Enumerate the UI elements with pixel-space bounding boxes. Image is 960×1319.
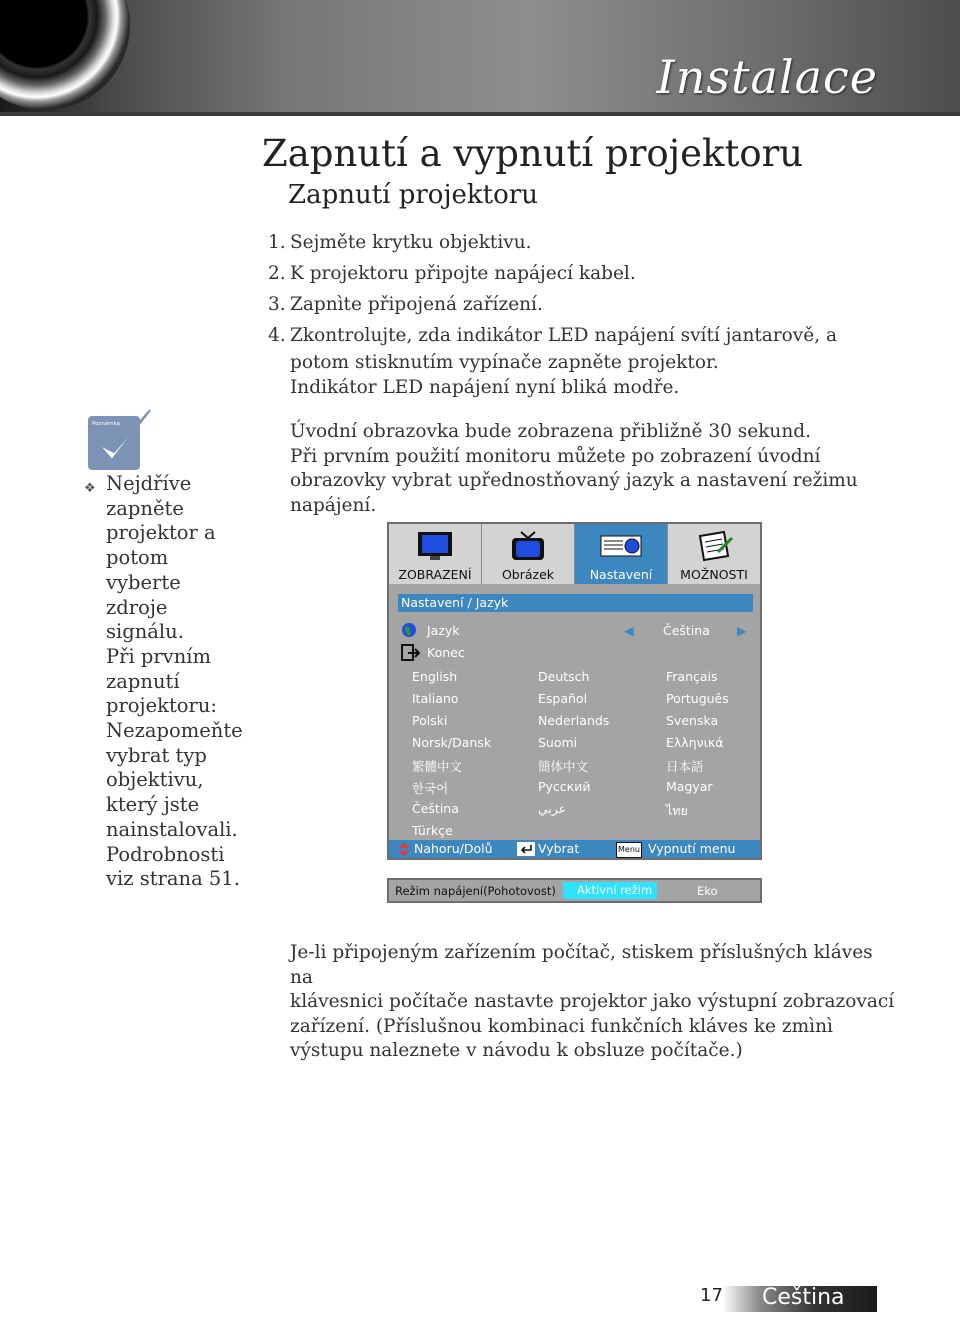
- osd-tabs: [389, 524, 760, 584]
- language-option[interactable]: عربي: [538, 801, 567, 816]
- language-option[interactable]: Español: [538, 691, 588, 706]
- tab-options[interactable]: MOŽNOSTI: [668, 524, 760, 584]
- exit-icon: [401, 644, 421, 665]
- page-subtitle: Zapnutí projektoru: [288, 180, 538, 210]
- projector-icon: [599, 530, 643, 562]
- language-option[interactable]: Français: [666, 669, 718, 684]
- intro-paragraph: Úvodní obrazovka bude zobrazena přibližně 30 sekund. Při prvním použití monitoru můžete po zobrazení úvodní obrazovky vybrat upřednostňovaný jazyk a nastavení režimu napájení.: [290, 421, 858, 516]
- language-option[interactable]: ไทย: [666, 803, 688, 818]
- osd-heading: Nastavení / Jazyk: [398, 594, 753, 612]
- note-icon-label: Poznámka: [92, 421, 121, 427]
- enter-key-icon: [517, 842, 535, 861]
- power-mode-label: Režim napájení(Pohotovost): [395, 884, 556, 898]
- list-item: [268, 227, 837, 258]
- tab-image[interactable]: Obrázek: [482, 524, 575, 584]
- language-option[interactable]: 簡体中文: [538, 759, 589, 774]
- language-option[interactable]: Svenska: [666, 713, 719, 728]
- footer-nav-hint: Nahoru/Dolů: [414, 841, 493, 856]
- menu-item-language[interactable]: Jazyk: [427, 623, 460, 638]
- footer-exit-hint: Vypnutí menu: [648, 841, 736, 856]
- menu-key-icon: Menu: [616, 842, 642, 858]
- language-option[interactable]: Polski: [412, 713, 448, 728]
- tv-icon: [509, 530, 547, 562]
- language-option[interactable]: Norsk/Dansk: [412, 735, 492, 750]
- language-option[interactable]: Magyar: [666, 779, 713, 794]
- banner-stripe: [0, 112, 960, 116]
- step-number: 4.: [268, 325, 286, 346]
- page-title: Zapnutí a vypnutí projektoru: [262, 132, 804, 175]
- language-option[interactable]: 繁體中文: [412, 759, 463, 774]
- power-mode-bar: [387, 878, 762, 903]
- lens-graphic: [0, 0, 130, 110]
- page-number: 17: [700, 1285, 723, 1306]
- osd-footer: [389, 840, 760, 858]
- section-title: Instalace: [656, 50, 878, 104]
- step-text: Sejměte krytku objektivu.: [290, 232, 532, 253]
- computer-paragraph: Je-li připojeným zařízením počítač, stiskem příslušných kláves na klávesnici počítače nastavte projektor jako výstupní zobrazovací zařízení. (Příslušnou kombinaci funkčních kláves ke zmìnì výstupu naleznete v návodu k obsluze počítače.): [290, 942, 895, 1061]
- notepad-icon: [694, 530, 734, 562]
- tab-settings[interactable]: Nastavení: [575, 524, 668, 584]
- language-option[interactable]: Ελληνικά: [666, 735, 724, 750]
- step-text: K projektoru připojte napájecí kabel.: [290, 263, 636, 284]
- language-option[interactable]: Čeština: [412, 801, 459, 816]
- language-option[interactable]: 日本語: [666, 759, 704, 774]
- step-continuation: potom stisknutím vypínače zapněte projektor. Indikátor LED napájení nyní bliká modře.: [290, 352, 719, 398]
- arrow-left-icon[interactable]: ◀: [624, 623, 634, 638]
- language-option[interactable]: Türkçe: [412, 823, 453, 838]
- language-option[interactable]: English: [412, 669, 458, 684]
- language-option[interactable]: 한국어: [412, 781, 449, 796]
- language-option[interactable]: Suomi: [538, 735, 578, 750]
- language-option[interactable]: Русский: [538, 779, 591, 794]
- monitor-icon: [416, 530, 454, 562]
- step-text: Zapnìte připojená zařízení.: [290, 294, 543, 315]
- language-option[interactable]: Português: [666, 691, 729, 706]
- up-down-arrows-icon: [397, 843, 411, 861]
- list-item: [268, 258, 837, 289]
- list-item: [268, 320, 837, 351]
- language-option[interactable]: Deutsch: [538, 669, 590, 684]
- bullet-icon: ❖: [84, 481, 96, 496]
- menu-item-exit[interactable]: Konec: [427, 645, 465, 660]
- language-option[interactable]: Italiano: [412, 691, 459, 706]
- language-option[interactable]: Nederlands: [538, 713, 610, 728]
- tab-display[interactable]: ZOBRAZENÍ: [389, 524, 482, 584]
- steps-list: [268, 227, 837, 400]
- step-number: 3.: [268, 294, 286, 315]
- osd-menu: [387, 522, 762, 860]
- footer-select-hint: Vybrat: [538, 841, 580, 856]
- note-icon: [84, 406, 156, 476]
- language-value: Čeština: [663, 623, 710, 638]
- power-option-active[interactable]: Aktivní režim: [563, 882, 657, 899]
- globe-icon: [401, 622, 417, 641]
- footer-language: Čeština: [762, 1285, 845, 1310]
- arrow-right-icon[interactable]: ▶: [737, 623, 747, 638]
- step-text: Zkontrolujte, zda indikátor LED napájení svítí jantarově, a: [290, 325, 837, 346]
- step-number: 2.: [268, 263, 286, 284]
- list-item: [268, 289, 837, 320]
- note-text: ❖ Nejdříve zapněte projektor a potom vyberte zdroje signálu. Při prvním zapnutí projektoru: Nezapomeňte vybrat typ objektivu, který jste nainstalovali. Podrobnosti viz strana 51.: [84, 472, 243, 891]
- header-banner: [0, 0, 960, 116]
- step-number: 1.: [268, 232, 286, 253]
- power-option-eco[interactable]: Eko: [697, 884, 718, 898]
